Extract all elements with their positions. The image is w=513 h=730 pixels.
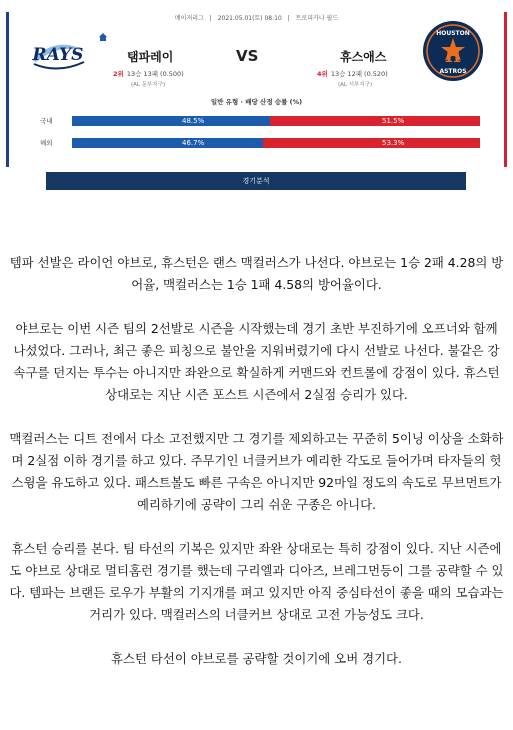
home-team-league: (AL 동부지구)	[131, 82, 166, 88]
away-color-stripe	[504, 12, 507, 167]
stat-bar	[72, 116, 480, 126]
away-team-name: 휴스애스	[340, 50, 387, 64]
away-probability-value: 53.3%	[382, 139, 405, 147]
stat-row-domestic	[40, 116, 480, 126]
away-team-record: 4위 13승 12패 (0.520)	[317, 70, 388, 78]
home-team-rank: 2위	[113, 70, 124, 78]
home-probability-value: 46.7%	[182, 139, 205, 147]
article-paragraph: 맥컬러스는 디트 전에서 다소 고전했지만 그 경기를 제외하고는 꾸준히 5이닝 이상을 소화하며 2실점 이하 경기를 하고 있다. 주무기인 너클커브가 예리한 각도로 들어가며 타자들의 헛스윙을 유도하고 있다. 패스트볼도 빠른 구속은 아니지만 92마일 정도의 속도로 무브먼트가 예리하기에 공략이 그리 쉬운 구종은 아니다.	[9, 431, 504, 512]
venue-name: 트로피카나 필드	[295, 15, 339, 22]
svg-text:H: H	[444, 47, 462, 67]
analysis-banner: 경기분석	[46, 172, 466, 190]
stats-title: 일반 유형 · 배당 산정 승률 (%)	[210, 98, 303, 106]
home-probability-bar	[72, 138, 263, 148]
stat-bar	[72, 138, 480, 148]
stat-row-overseas	[40, 138, 480, 148]
match-card	[0, 0, 513, 200]
rays-logo	[28, 30, 88, 76]
match-datetime: 2021.05.01(토) 08:10	[217, 15, 282, 22]
match-meta: 메이저리그 | 2021.05.01(토) 08:10 | 트로피카나 필드	[174, 15, 339, 22]
away-probability-bar	[270, 116, 480, 126]
away-team-rank: 4위	[317, 70, 328, 78]
vs-label: VS	[236, 47, 259, 65]
home-icon	[98, 32, 108, 42]
away-team-league: (AL 서부지구)	[338, 82, 373, 88]
home-team-record: 2위 13승 13패 (0.500)	[113, 70, 184, 78]
league-name: 메이저리그	[174, 15, 204, 22]
article-paragraph: 템파 선발은 라이언 야브로, 휴스턴은 랜스 맥컬러스가 나선다. 야브로는 1승 2패 4.28의 방어율, 맥컬러스는 1승 1패 4.58의 방어율이다.	[9, 255, 504, 292]
svg-text:ASTROS: ASTROS	[439, 68, 467, 75]
stat-row-label: 국내	[40, 117, 53, 125]
article-paragraph: 휴스턴 타선이 야브로를 공략할 것이기에 오버 경기다.	[111, 651, 402, 666]
svg-text:HOUSTON: HOUSTON	[436, 30, 470, 37]
home-color-stripe	[6, 12, 9, 167]
home-probability-value: 48.5%	[182, 117, 205, 125]
article-paragraph: 야브로는 이번 시즌 팀의 2선발로 시즌을 시작했는데 경기 초반 부진하기에 오프너와 함께 나섰었다. 그러나, 최근 좋은 피칭으로 불안을 지워버렸기에 다시 선발로 나선다. 불같은 강속구를 던지는 투수는 아니지만 좌완으로 확실하게 커맨드와 컨트롤에 강점이 있다. 휴스턴 상대로는 지난 시즌 포스트 시즌에서 2실점 승리가 있다.	[13, 321, 500, 402]
home-team-name: 탬파레이	[127, 50, 174, 64]
stat-row-label: 해외	[40, 139, 53, 147]
away-probability-bar	[263, 138, 480, 148]
home-probability-bar	[72, 116, 270, 126]
article-paragraph: 휴스턴 승리를 본다. 팀 타선의 기복은 있지만 좌완 상대로는 특히 강점이 있다. 지난 시즌에도 야브로 상대로 멀티홈런 경기를 했는데 구리엘과 디아즈, 브레그먼등이 그를 공략할 수 있다. 템파는 브랜든 로우가 부활의 기지개를 펴고 있지만 아직 중심타선이 좋을 때의 모습과는 거리가 있다. 맥컬러스의 너클커브 상대로 고전 가능성도 크다.	[9, 541, 504, 622]
article-body	[8, 252, 505, 692]
astros-logo	[422, 20, 484, 82]
away-probability-value: 51.5%	[382, 117, 405, 125]
svg-text:RAYS: RAYS	[32, 45, 84, 65]
